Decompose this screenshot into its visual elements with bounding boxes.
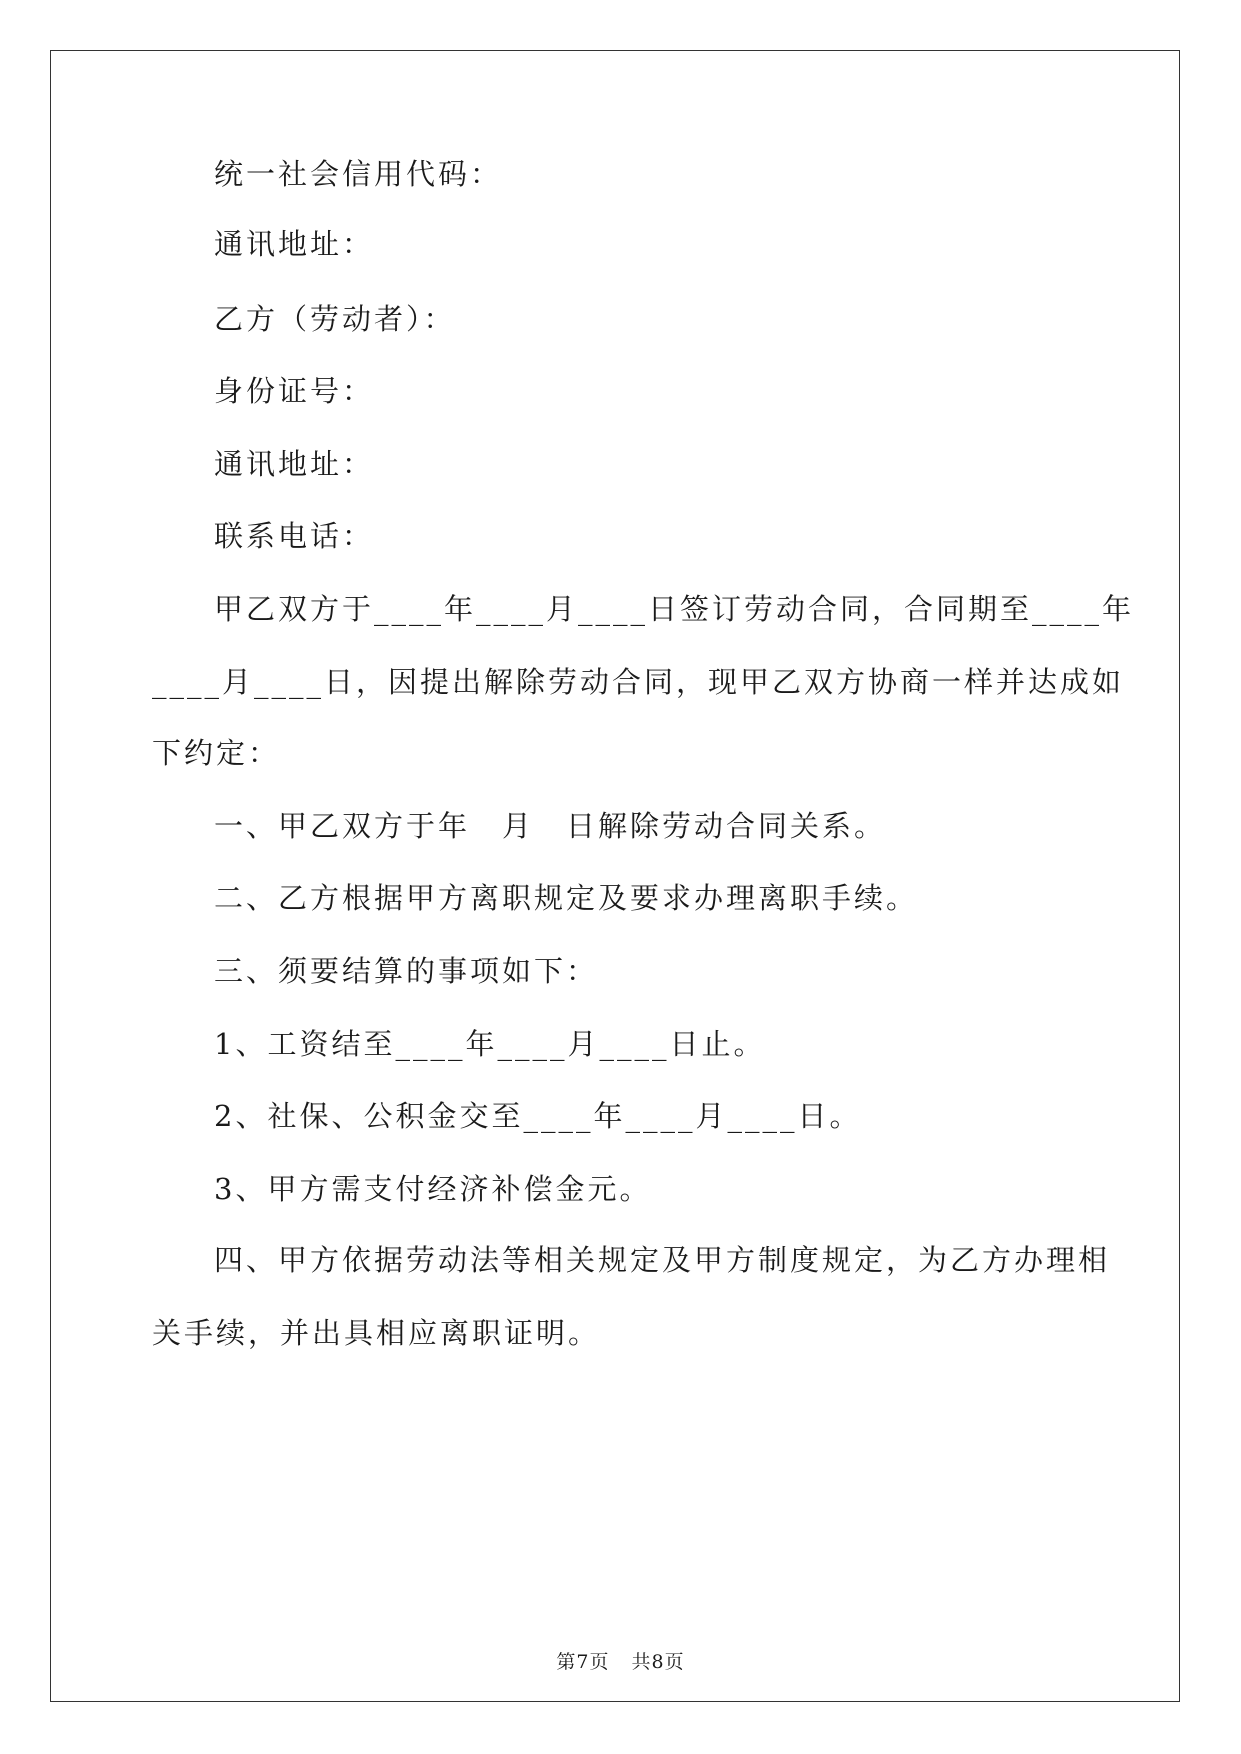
page-border [50,50,1180,1702]
paragraph-line: ____月____日，因提出解除劳动合同，现甲乙双方协商一样并达成如 [152,665,1125,699]
paragraph-line: 下约定： [152,736,281,770]
credit-code-label: 统一社会信用代码： [214,157,503,191]
settlement-item: 3、甲方需支付经济补偿金元。 [214,1172,652,1206]
page-footer [0,1653,1241,1672]
id-number-label: 身份证号： [214,374,375,408]
settlement-item: 2、社保、公积金交至____年____月____日。 [214,1099,862,1133]
employer-address-label: 通讯地址： [214,227,375,261]
party-b-label: 乙方（劳动者）： [214,302,456,336]
paragraph-line: 关手续，并出具相应离职证明。 [152,1316,601,1350]
employee-address-label: 通讯地址： [214,447,375,481]
page-number: 第7页 [556,1651,610,1673]
clause-2: 二、乙方根据甲方离职规定及要求办理离职手续。 [214,881,919,915]
clause-3: 三、须要结算的事项如下： [214,954,599,988]
phone-label: 联系电话： [214,519,375,553]
clause-1: 一、甲乙双方于年 月 日解除劳动合同关系。 [214,809,887,843]
settlement-item: 1、工资结至____年____月____日止。 [214,1027,766,1061]
clause-4: 四、甲方依据劳动法等相关规定及甲方制度规定，为乙方办理相 [214,1243,1111,1277]
paragraph-line: 甲乙双方于____年____月____日签订劳动合同，合同期至____年 [214,592,1135,626]
total-pages: 共8页 [631,1651,685,1673]
